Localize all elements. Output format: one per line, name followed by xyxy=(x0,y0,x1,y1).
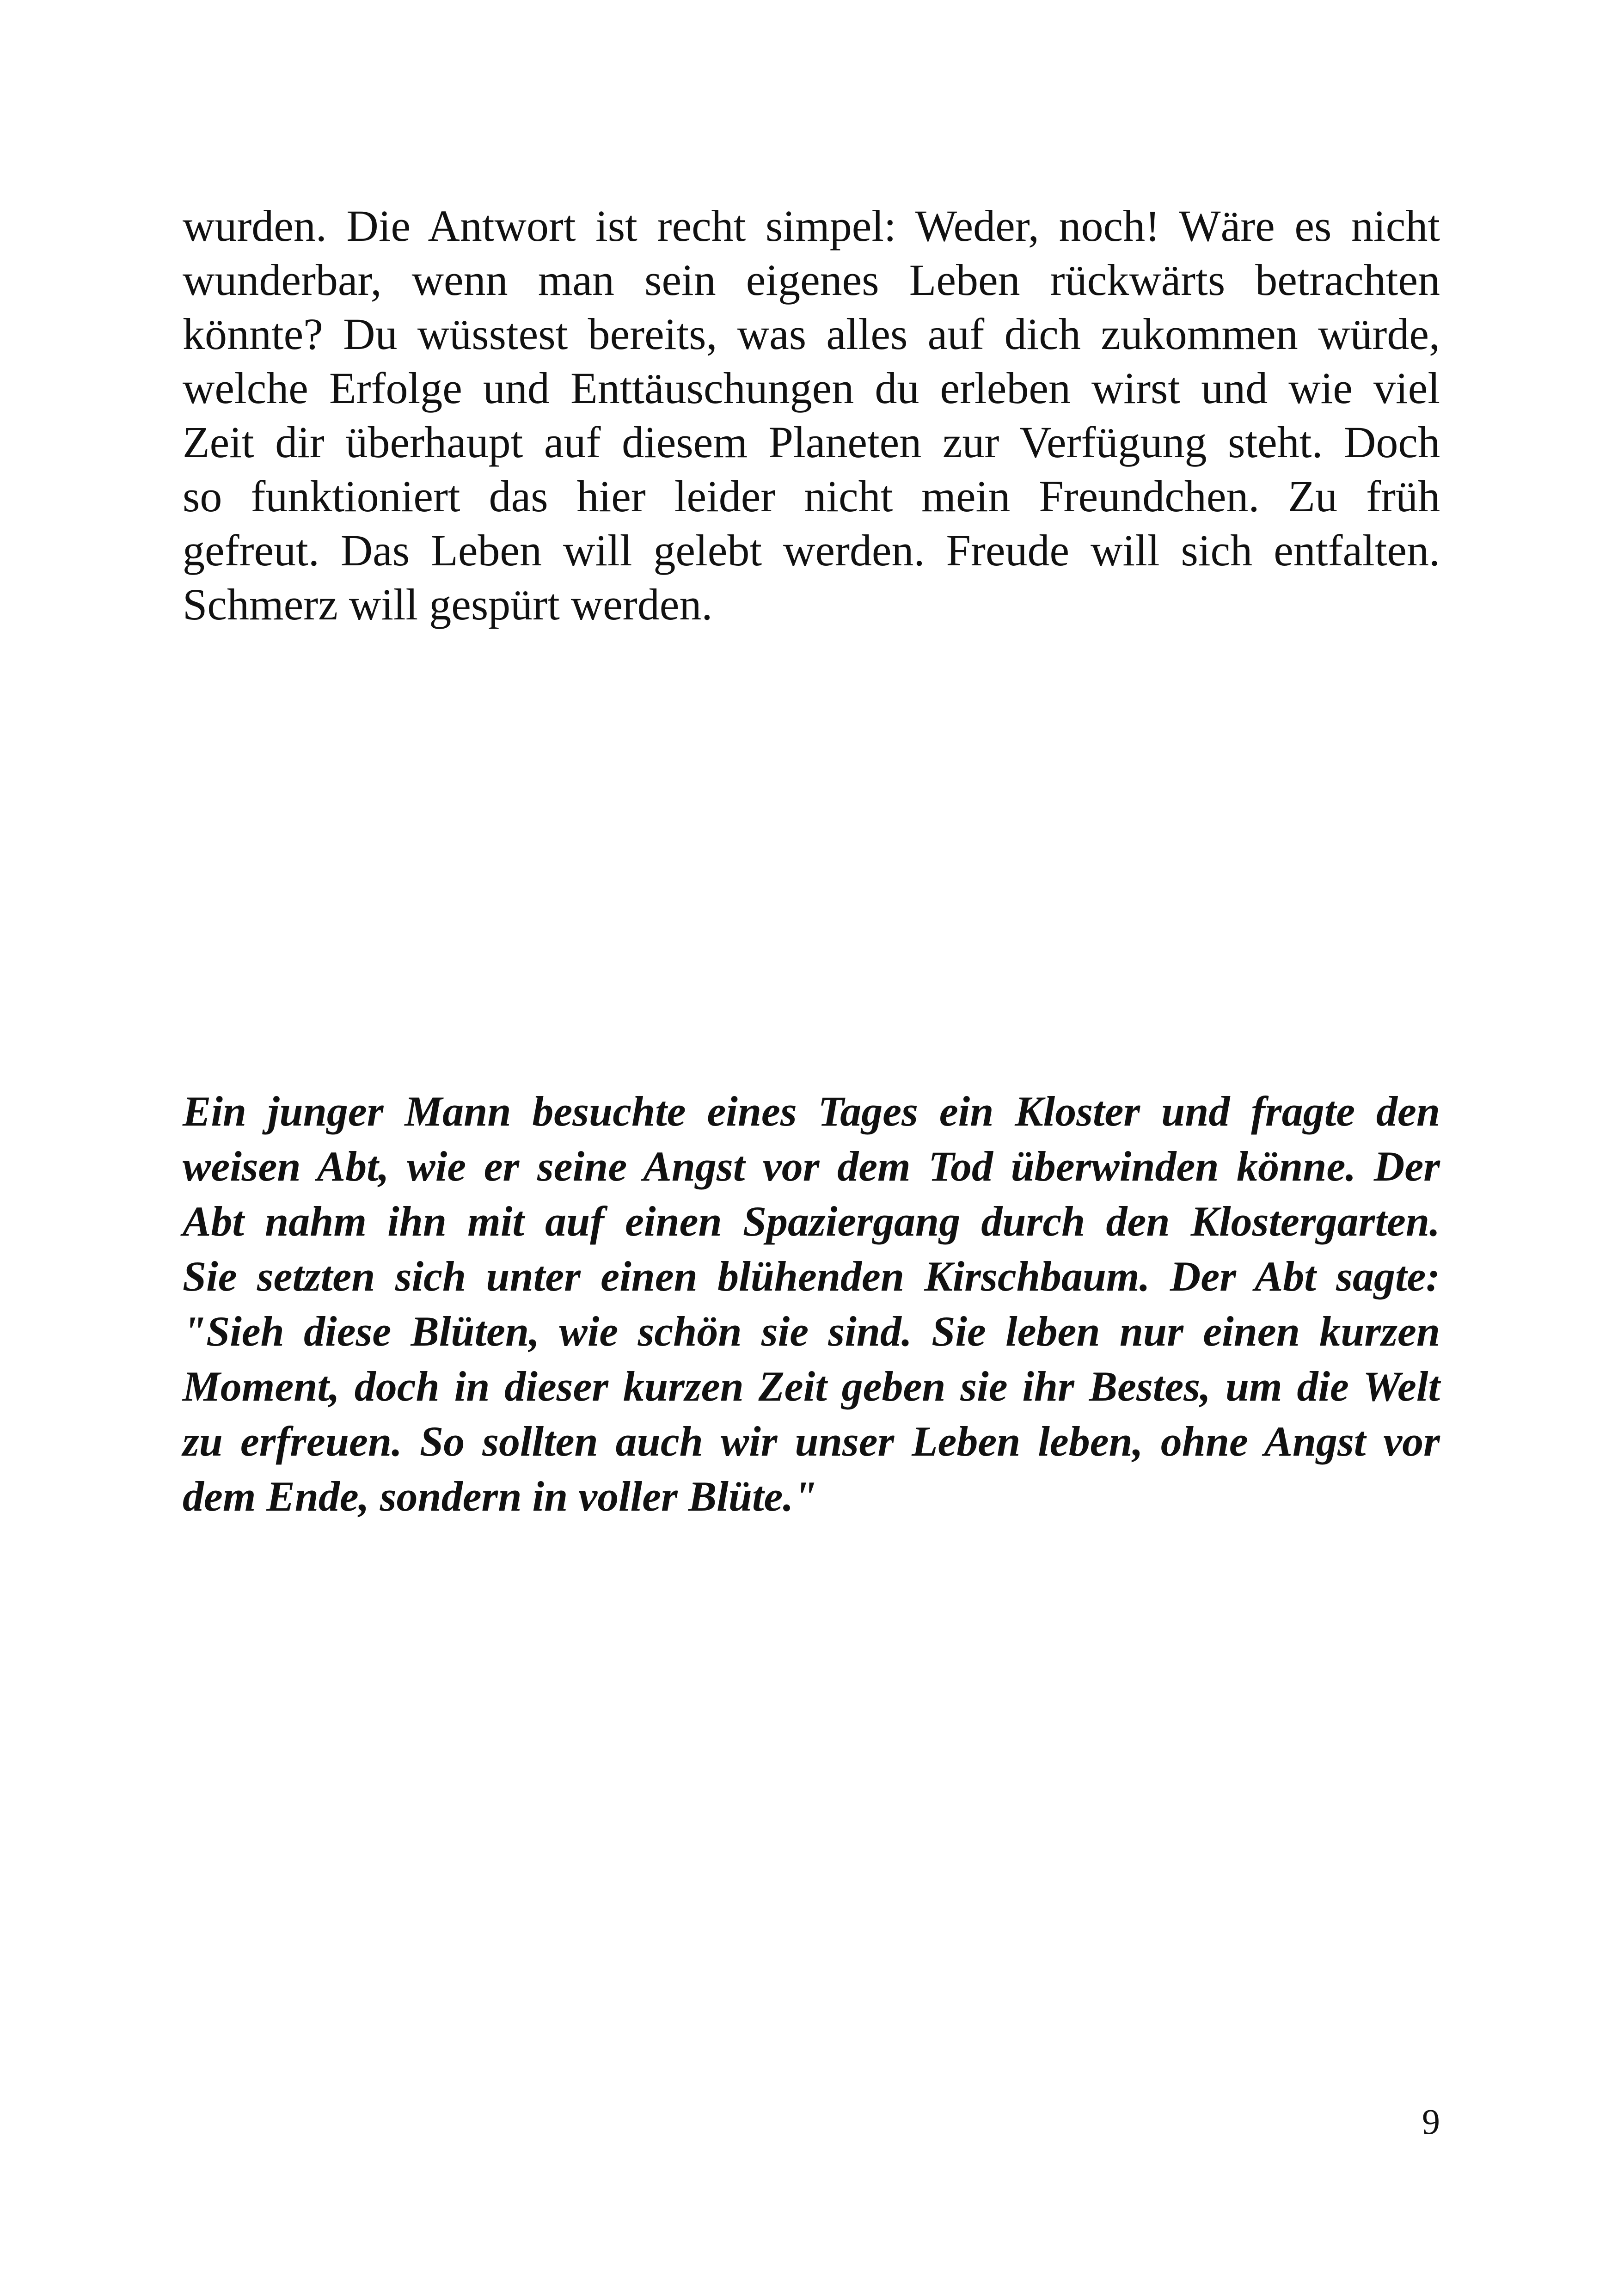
paragraph-line: so funktioniert das hier leider nicht mein Freundchen. Zu früh xyxy=(183,471,1440,521)
quote-line: zu erfreuen. So sollten auch wir unser Leben leben, ohne Angst vor xyxy=(183,1418,1440,1465)
paragraph-line: gefreut. Das Leben will gelebt werden. Freude will sich entfalten. xyxy=(183,526,1440,575)
page-number: 9 xyxy=(1422,2101,1440,2142)
parable-quote xyxy=(183,1084,1440,1524)
paragraph-line: Schmerz will gespürt werden. xyxy=(183,580,713,629)
paragraph-line: Zeit dir überhaupt auf diesem Planeten zur Verfügung steht. Doch xyxy=(183,417,1440,467)
paragraph-line: welche Erfolge und Enttäuschungen du erleben wirst und wie viel xyxy=(183,363,1440,413)
body-paragraph xyxy=(183,199,1440,631)
quote-line: Moment, doch in dieser kurzen Zeit geben sie ihr Bestes, um die Welt xyxy=(183,1363,1440,1410)
paragraph-line: wurden. Die Antwort ist recht simpel: Weder, noch! Wäre es nicht xyxy=(183,201,1440,251)
quote-line: "Sieh diese Blüten, wie schön sie sind. Sie leben nur einen kurzen xyxy=(183,1308,1440,1355)
quote-line: Abt nahm ihn mit auf einen Spaziergang durch den Klostergarten. xyxy=(183,1198,1440,1245)
quote-line: Sie setzten sich unter einen blühenden Kirschbaum. Der Abt sagte: xyxy=(183,1253,1440,1300)
quote-line: Ein junger Mann besuchte eines Tages ein Kloster und fragte den xyxy=(183,1088,1440,1135)
paragraph-line: wunderbar, wenn man sein eigenes Leben rückwärts betrachten xyxy=(183,255,1440,305)
quote-line: dem Ende, sondern in voller Blüte." xyxy=(183,1473,817,1520)
paragraph-line: könnte? Du wüsstest bereits, was alles auf dich zukommen würde, xyxy=(183,309,1440,359)
quote-line: weisen Abt, wie er seine Angst vor dem Tod überwinden könne. Der xyxy=(183,1143,1440,1190)
